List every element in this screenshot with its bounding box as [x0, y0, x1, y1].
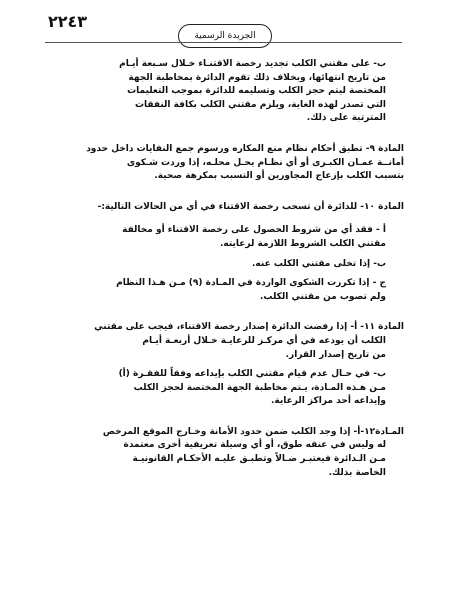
- gazette-title: الجريدة الرسمية: [194, 31, 256, 41]
- text-line: من تاريخ انتهائها، وبخلاف ذلك تقوم الدائرة بمخاطبة الجهة: [128, 72, 386, 83]
- text-line: التي تصدر لهذه الغاية، ويلزم مقتني الكلب بكافة النفقات: [134, 99, 386, 110]
- article-12-clause-a: [48, 426, 404, 480]
- text-line: المادة ٩- تطبق أحكام نظام منع المكاره ورسوم جمع النفايات داخل حدود: [86, 143, 404, 154]
- document-body: [48, 58, 404, 480]
- text-line: الخاصة بذلك.: [328, 467, 386, 478]
- text-line: له وليس في عنقه طوق، أو أي وسيلة تعريفية أخرى معتمدة: [123, 440, 386, 451]
- text-line: ب- على مقتني الكلب تجديد رخصة الاقتنـاء خـلال سـبعة أيـام: [119, 59, 386, 69]
- text-line: وإيداعه أحد مراكز الرعاية.: [270, 396, 386, 407]
- article-11-clause-a: [48, 321, 404, 362]
- header-divider: [45, 42, 402, 43]
- text-line: الكلب أن يودعه في أي مركـز للرعايـة خـلال أربعـة أيـام: [142, 335, 386, 346]
- text-line: من تاريخ إصدار القرار.: [285, 349, 386, 360]
- text-line: أمانــة عمـان الكبـرى أو أي نظـام يحـل محلـه، إذا وردت شـكوى: [126, 157, 404, 168]
- text-line: ب- في حـال عدم قيام مقتني الكلب بإيداعه وفقاً للفقـرة (أ): [118, 369, 386, 380]
- text-line: مـن الـدائرة فيعتبـر ضـالاً وتطبـق عليـه الأحكـام القانونيـة: [132, 454, 386, 465]
- text-line: المترتبة على ذلك.: [306, 113, 386, 124]
- text-line: ج - إذا تكررت الشكوى الواردة في المـادة (٩) مـن هـذا النظام: [116, 278, 386, 289]
- text-line: أ - فقد أي من شروط الحصول على رخصة الاقتناء أو مخالفة: [122, 225, 386, 236]
- text-line: مـن هـذه المـادة، يـتم مخاطبة الجهة المختصة لحجز الكلب: [133, 382, 386, 393]
- text-line: المادة ١٠- للدائرة أن تسحب رخصة الاقتناء في أي من الحالات التالية:-: [97, 201, 404, 212]
- clause-b-renewal: [48, 58, 404, 126]
- article-10-clause-c: [48, 277, 404, 304]
- article-11-clause-b: [48, 368, 404, 409]
- text-line: ب- إذا تخلى مقتني الكلب عنه.: [252, 258, 386, 269]
- text-line: ولم تصوب من مقتني الكلب.: [260, 291, 386, 302]
- text-line: المادة ١١- أ- إذا رفضت الدائرة إصدار رخصة الاقتناء، فيجب على مقتني: [94, 322, 404, 333]
- text-line: مقتني الكلب الشروط اللازمة لرعايته.: [219, 238, 386, 249]
- gazette-title-box: [178, 24, 272, 48]
- article-10-clause-a: [48, 224, 404, 251]
- article-10-clause-b: [48, 258, 404, 272]
- text-line: بتسبب الكلب بإزعاج المجاورين أو التسبب بمكرهة صحية.: [154, 171, 404, 182]
- article-9: [48, 143, 404, 184]
- text-line: المـادة١٢-أ- إذا وجد الكلب ضمن حدود الأمانة وخـارج الموقع المرخص: [102, 426, 404, 437]
- article-10-intro: [48, 201, 404, 215]
- page-number: ٢٢٤٣: [48, 12, 88, 31]
- text-line: المختصة ليتم حجز الكلب وتسليمه للدائرة بموجب التعليمات: [127, 86, 386, 97]
